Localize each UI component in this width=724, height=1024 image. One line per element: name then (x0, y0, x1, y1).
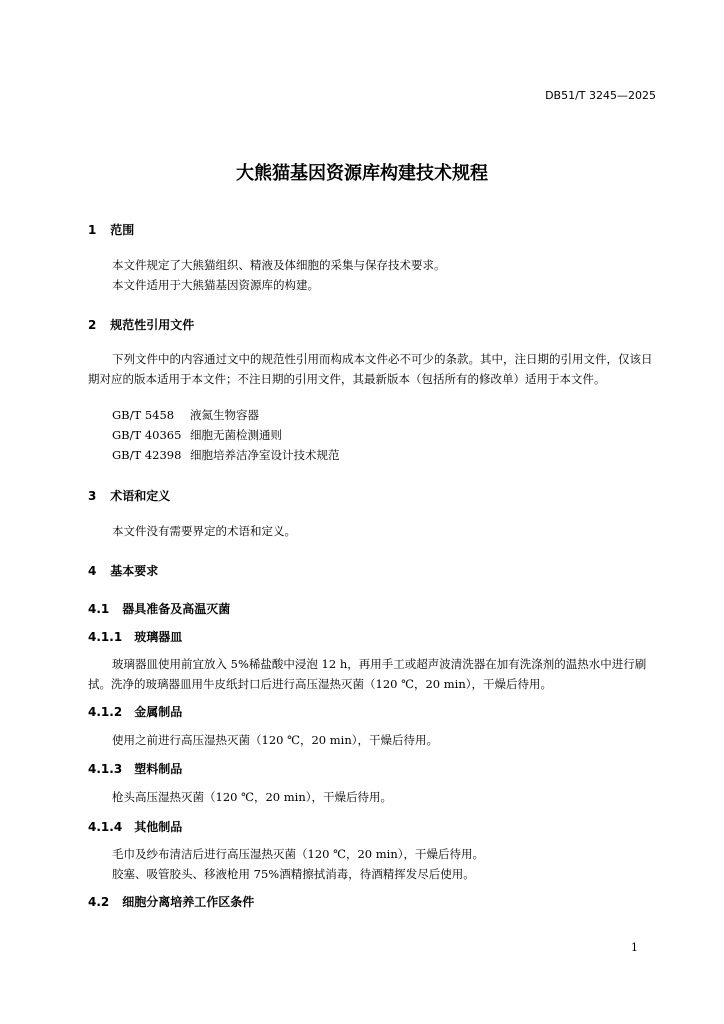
reference-code: GB/T 40365 (112, 428, 182, 442)
section-number: 2 (88, 318, 97, 332)
paragraph: 本文件规定了大熊猫组织、精液及体细胞的采集与保存技术要求。 (112, 258, 446, 272)
section-number: 4.1 (88, 602, 110, 616)
page-number: 1 (631, 941, 638, 954)
section-number: 4.1.2 (88, 705, 123, 719)
section-number: 4 (88, 564, 97, 578)
section-title: 细胞分离培养工作区条件 (122, 895, 255, 909)
paragraph: 枪头高压湿热灭菌（120 ℃，20 min），干燥后待用。 (112, 790, 392, 804)
reference-name: 细胞无菌检测通则 (190, 428, 282, 442)
reference-code: GB/T 42398 (112, 448, 182, 462)
document-title: 大熊猫基因资源库构建技术规程 (236, 163, 488, 184)
subsection-4-1-1-heading (88, 628, 182, 645)
section-title: 规范性引用文件 (110, 318, 195, 332)
section-3-heading (88, 487, 170, 504)
reference-item (112, 447, 340, 463)
section-number: 1 (88, 223, 97, 237)
section-title: 术语和定义 (110, 489, 171, 503)
paragraph: 胶塞、吸管胶头、移液枪用 75%酒精擦拭消毒，待酒精挥发尽后使用。 (112, 867, 475, 881)
reference-code: GB/T 5458 (112, 408, 175, 422)
paragraph: 毛巾及纱布清洁后进行高压湿热灭菌（120 ℃，20 min），干燥后待用。 (112, 847, 484, 861)
subsection-4-1-3-heading (88, 760, 182, 777)
reference-item (112, 407, 259, 423)
paragraph: 本文件适用于大熊猫基因资源库的构建。 (112, 278, 319, 292)
section-title: 其他制品 (134, 820, 183, 834)
section-1-heading (88, 221, 134, 238)
section-title: 器具准备及高温灭菌 (122, 602, 231, 616)
section-number: 4.1.1 (88, 630, 123, 644)
standard-code: DB51/T 3245—2025 (545, 89, 656, 102)
subsection-4-1-4-heading (88, 818, 182, 835)
subsection-4-1-heading (88, 600, 230, 617)
section-title: 基本要求 (110, 564, 159, 578)
reference-name: 细胞培养洁净室设计技术规范 (190, 448, 340, 462)
section-number: 4.1.4 (88, 820, 123, 834)
subsection-4-1-2-heading (88, 703, 182, 720)
paragraph: 使用之前进行高压湿热灭菌（120 ℃，20 min），干燥后待用。 (112, 733, 438, 747)
paragraph: 玻璃器皿使用前宜放入 5%稀盐酸中浸泡 12 h，再用手工或超声波清洗器在加有洗涤剂的温热水中进行刷拭。洗净的玻璃器皿用牛皮纸封口后进行高压湿热灭菌（120 ℃，20 min），干燥后待用。 (88, 657, 647, 691)
section-title: 玻璃器皿 (134, 630, 183, 644)
section-number: 3 (88, 489, 97, 503)
paragraph: 下列文件中的内容通过文中的规范性引用而构成本文件必不可少的条款。其中，注日期的引用文件，仅该日期对应的版本适用于本文件；不注日期的引用文件，其最新版本（包括所有的修改单）适用于本文件。 (88, 352, 653, 386)
section-title: 金属制品 (134, 705, 183, 719)
section-2-heading (88, 316, 194, 333)
section-number: 4.1.3 (88, 762, 123, 776)
reference-item (112, 427, 282, 443)
section-title: 范围 (110, 223, 135, 237)
section-number: 4.2 (88, 895, 110, 909)
section-title: 塑料制品 (134, 762, 183, 776)
paragraph: 本文件没有需要界定的术语和定义。 (112, 524, 296, 538)
reference-name: 液氮生物容器 (190, 408, 259, 422)
subsection-4-2-heading (88, 893, 254, 910)
section-4-heading (88, 562, 158, 579)
